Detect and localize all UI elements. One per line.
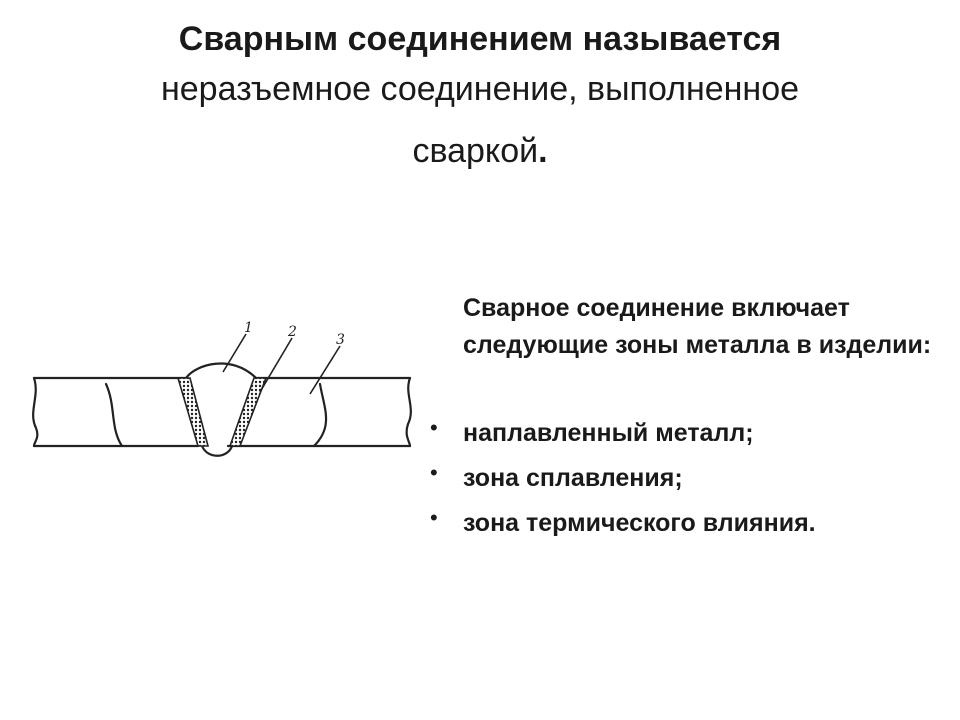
title-end-mark: .	[538, 132, 548, 170]
list-item	[430, 505, 940, 550]
title-line-3	[0, 122, 960, 180]
fusion-zone-left	[178, 378, 208, 446]
bullet-icon: •	[430, 505, 438, 530]
title-line-2: неразъемное соединение, выполненное	[160, 70, 800, 108]
bullet-icon: •	[430, 460, 438, 485]
haz-right-curve	[314, 384, 326, 446]
zones-list	[430, 415, 940, 550]
weld-joint-diagram	[18, 312, 418, 472]
leader-line-3	[310, 346, 340, 394]
label-1: 1	[244, 320, 253, 336]
haz-left-curve	[106, 384, 122, 446]
bullet-icon: •	[430, 415, 438, 440]
label-2: 2	[288, 324, 297, 340]
list-item-text: зона термического влияния.	[463, 509, 816, 537]
list-item-text: наплавленный металл;	[463, 419, 754, 447]
break-left	[33, 378, 37, 446]
title-bold-part: Сварным соединением называется	[178, 20, 782, 58]
break-right	[407, 378, 411, 446]
list-item	[430, 415, 940, 460]
slide-title	[0, 14, 960, 180]
list-item-text: зона сплавления;	[463, 464, 683, 492]
label-3: 3	[336, 332, 345, 348]
list-item	[430, 460, 940, 505]
fusion-zone-right	[230, 378, 266, 446]
title-line-3-text: сваркой	[412, 132, 539, 170]
leader-line-2	[260, 338, 292, 392]
intro-text: Сварное соединение включает следующие зоны металла в изделии:	[463, 294, 932, 359]
